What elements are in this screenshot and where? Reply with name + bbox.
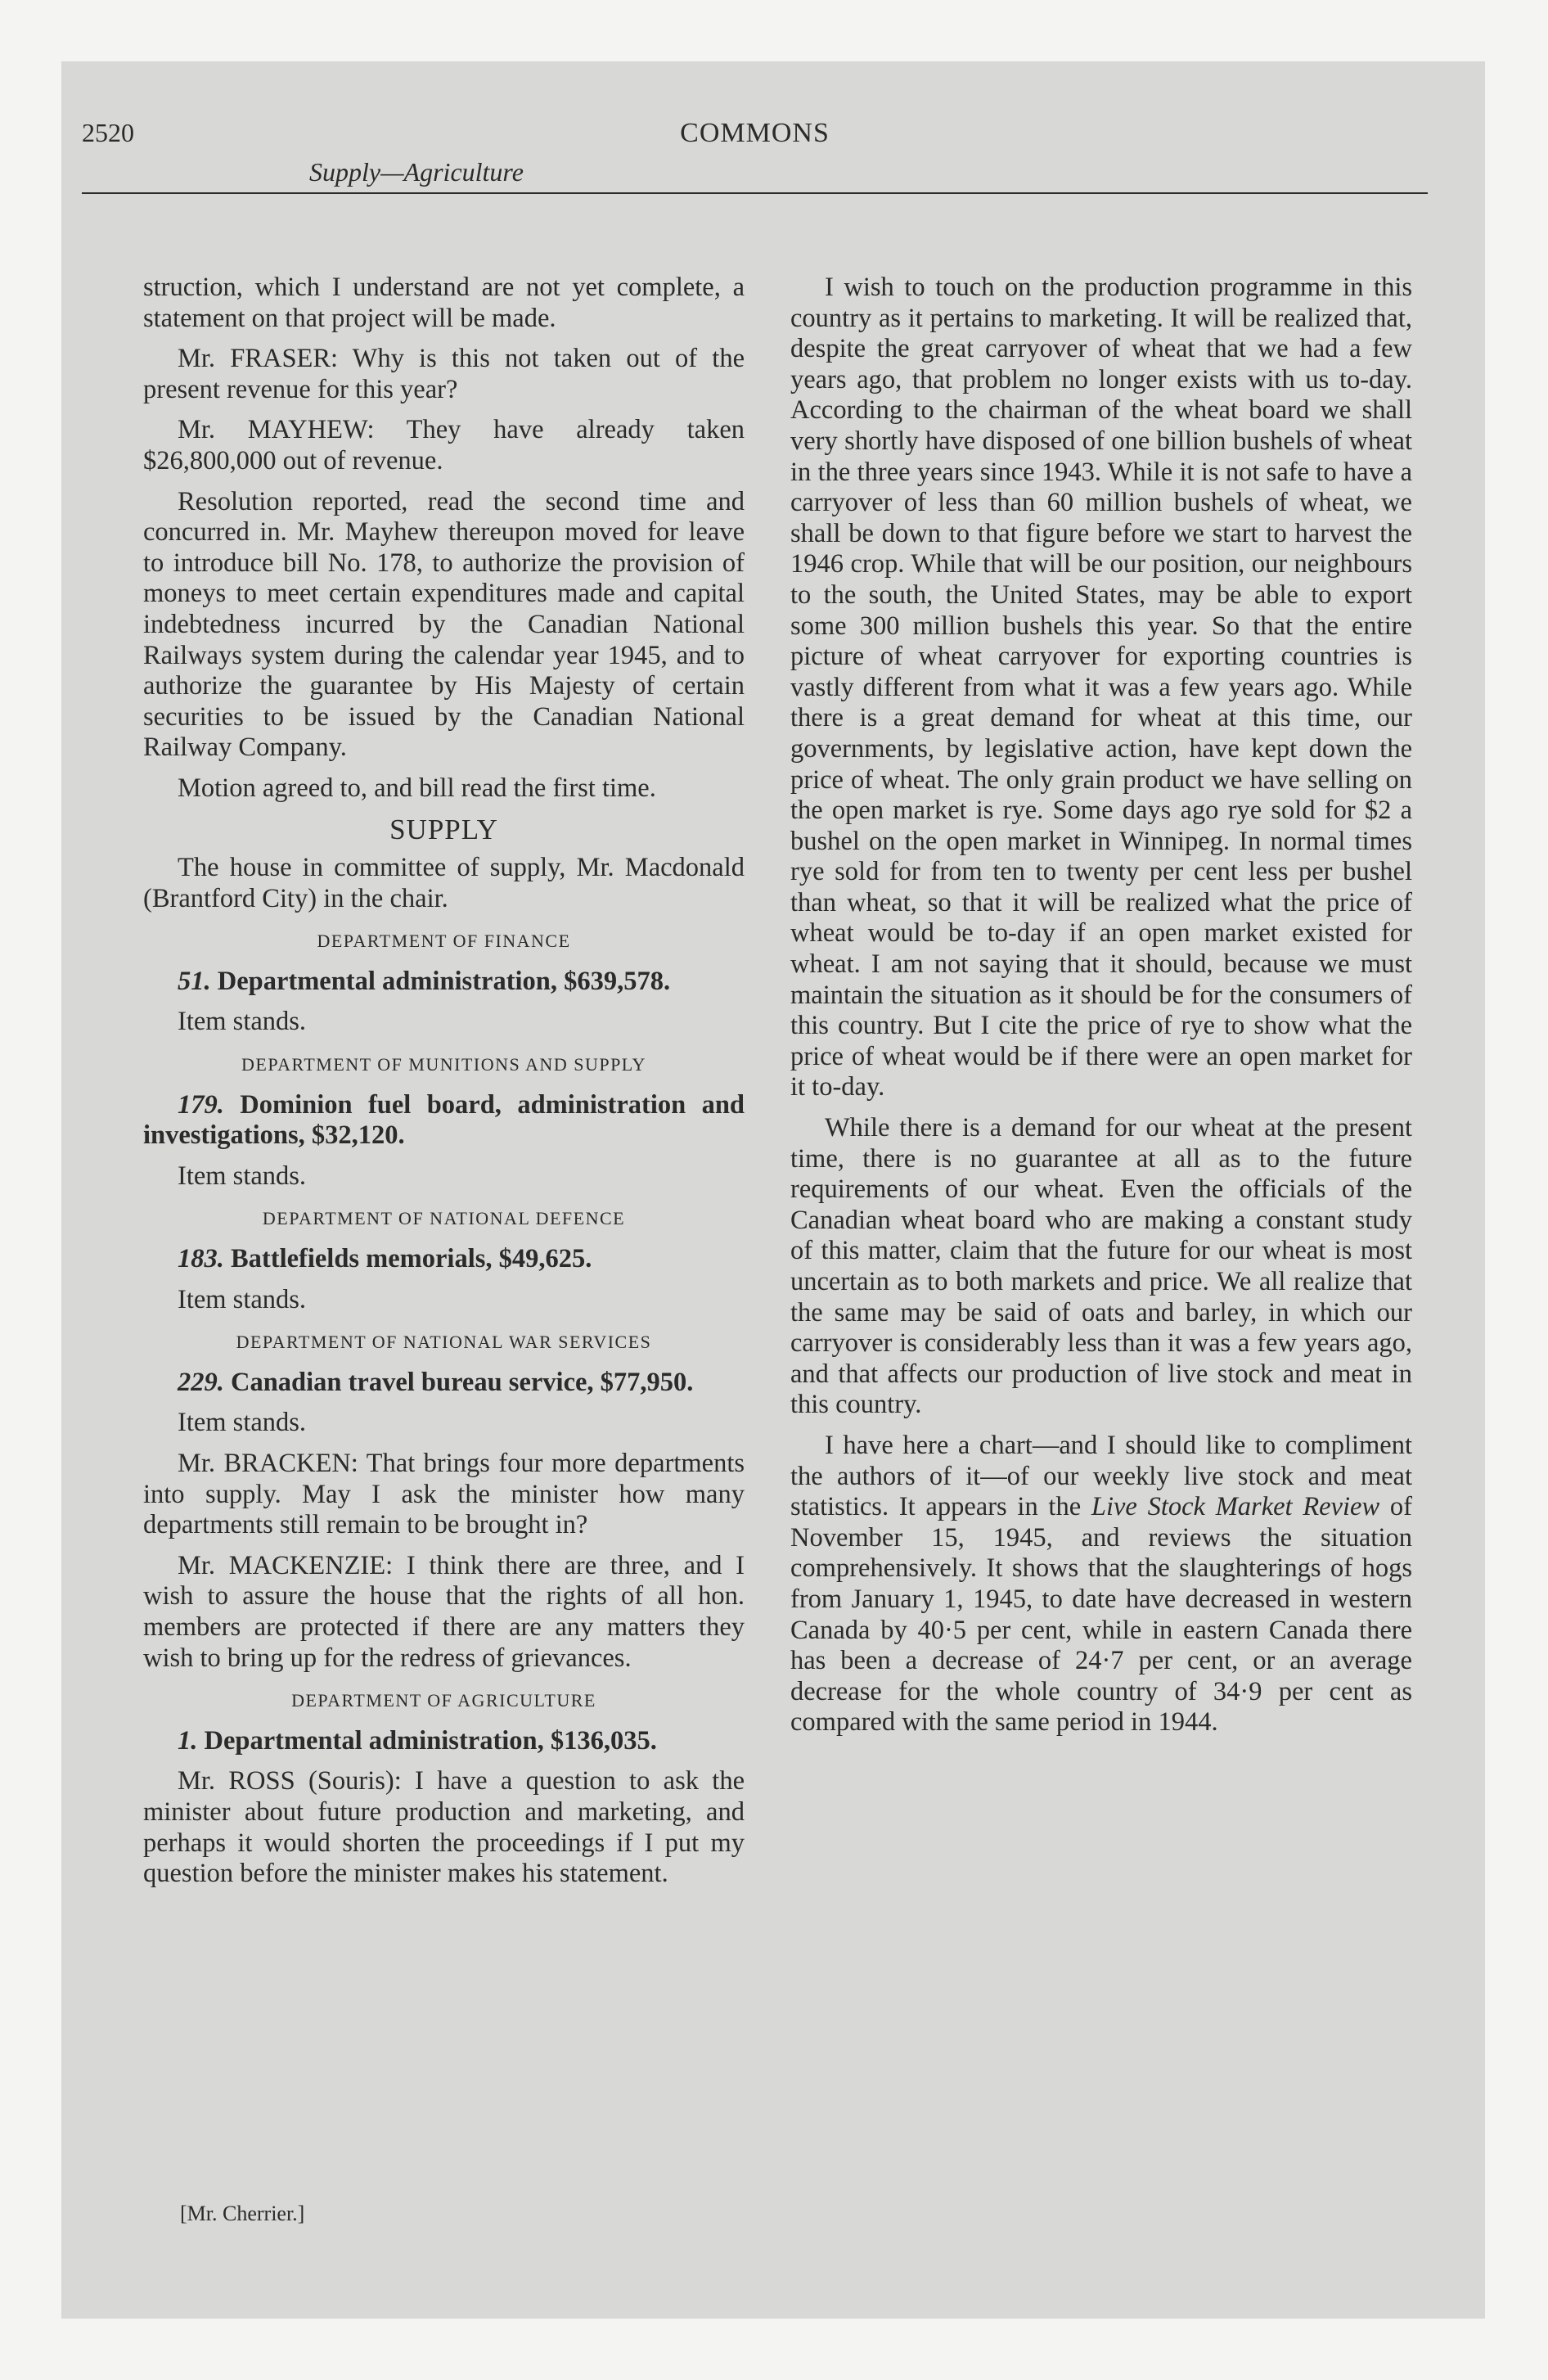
page-header (82, 115, 1428, 192)
section-heading: SUPPLY (389, 813, 498, 845)
paragraph: Mr. ROSS (Souris): I have a question to ask the minister about future production and marketing, and perhaps it would shorten the proceedings if I put my question before the minister makes his statement. (143, 1766, 745, 1889)
paragraph: Mr. MAYHEW: They have already taken $26,800,000 out of revenue. (143, 415, 745, 476)
item-number: 179. (178, 1089, 224, 1120)
item-text: Departmental administration, $136,035. (204, 1725, 657, 1756)
paragraph: While there is a demand for our wheat at the present time, there is no guarantee at all as to the future requirements of our wheat. Even the officials of the Canadian wheat board who are making a constant study of this matter, claim that the future for our wheat is most uncertain as to both markets and price. We all realize that the same may be said of oats and barley, in which our carryover is considerably less than it was a few years ago, and that affects our production of live stock and meat in this country. (790, 1113, 1412, 1420)
paragraph: Mr. MACKENZIE: I think there are three, and I wish to assure the house that the rights of all hon. members are protected if there are any matters they wish to bring up for the redress of grievances. (143, 1550, 745, 1673)
department-heading: DEPARTMENT OF NATIONAL DEFENCE (262, 1208, 626, 1229)
estimate-item (143, 967, 745, 998)
paragraph: Item stands. (178, 1284, 307, 1314)
item-text: Canadian travel bureau service, $77,950. (231, 1367, 694, 1397)
header-rule (82, 192, 1428, 194)
paragraph: Item stands. (178, 1408, 307, 1438)
paragraph: I wish to touch on the production programme in this country as it pertains to marketing. It will be realized that, despite the great carryover of wheat that we had a few years ago, that problem no longer exists with us to-day. According to the chairman of the wheat board we shall very shortly have disposed of one billion bushels of wheat in the three years since 1943. While it is not safe to have a carryover of less than 60 million bushels of wheat, we shall be down to that figure before we start to harvest the 1946 crop. While that will be our position, our neighbours to the south, the United States, may be able to export some 300 million bushels this year. So that the entire picture of wheat carryover for exporting countries is vastly different from what it was a few years ago. While there is a great demand for wheat at this time, our governments, by legislative action, have kept down the price of wheat. The only grain product we have selling on the open market is rye. Some days ago rye sold for $2 a bushel on the open market in Winnipeg. In normal times rye sold for from ten to twenty per cent less per bushel than wheat, so that it will be realized what the price of wheat would be to-day if an open market existed for wheat. I am not saying that it should, because we must maintain the situation as it should be for the consumers of this country. But I cite the price of rye to show what the price of wheat would be if there were an open market for it to-day. (790, 273, 1412, 1102)
item-text: Battlefields memorials, $49,625. (231, 1244, 592, 1274)
publication-title: Live Stock Market Review (1091, 1492, 1380, 1522)
paragraph (790, 1431, 1412, 1738)
right-column (790, 273, 1412, 1748)
paragraph: Mr. BRACKEN: That brings four more departments into supply. May I ask the minister how many departments still remain to be brought in? (143, 1449, 745, 1540)
running-head: COMMONS (680, 118, 830, 148)
paragraph: Motion agreed to, and bill read the first time. (178, 773, 656, 803)
estimate-item (143, 1244, 745, 1275)
paragraph: Item stands. (178, 1007, 307, 1037)
item-number: 1. (178, 1725, 198, 1756)
item-text: Dominion fuel board, administration and investigations, $32,120. (143, 1089, 745, 1151)
left-column (143, 273, 745, 1900)
paragraph: Mr. FRASER: Why is this not taken out of the present revenue for this year? (143, 344, 745, 404)
paragraph: The house in committee of supply, Mr. Macdonald (Brantford City) in the chair. (143, 853, 745, 913)
estimate-item (143, 1090, 745, 1152)
section-title: Supply—Agriculture (309, 157, 524, 187)
department-heading: DEPARTMENT OF MUNITIONS AND SUPPLY (241, 1054, 646, 1075)
page-number: 2520 (82, 118, 134, 147)
paragraph: struction, which I understand are not yet complete, a statement on that project will be made. (143, 273, 745, 333)
department-heading: DEPARTMENT OF AGRICULTURE (291, 1690, 596, 1711)
estimate-item (143, 1726, 745, 1757)
text-run: I have here a chart—and I should like to compliment the authors of it—of our weekly live stock and meat statistics. It appears in the (790, 1430, 1412, 1522)
item-text: Departmental administration, $639,578. (217, 966, 671, 996)
item-number: 51. (178, 966, 211, 996)
estimate-item (143, 1368, 745, 1399)
item-number: 229. (178, 1367, 224, 1397)
paragraph: Resolution reported, read the second time and concurred in. Mr. Mayhew thereupon moved for leave to introduce bill No. 178, to authorize the provision of moneys to meet certain expenditures made and capital indebtedness incurred by the Canadian National Railways system during the calendar year 1945, and to authorize the guarantee by His Majesty of certain securities to be issued by the Canadian National Railway Company. (143, 486, 745, 763)
paragraph: Item stands. (178, 1161, 307, 1191)
item-number: 183. (178, 1244, 224, 1274)
department-heading: DEPARTMENT OF FINANCE (317, 931, 571, 952)
footer-note: [Mr. Cherrier.] (180, 2202, 305, 2225)
text-run: of November 15, 1945, and reviews the situation comprehensively. It shows that the slaughterings of hogs from January 1, 1945, to date have decreased in western Canada by 40·5 per cent, while in eastern Canada there has been a decrease of 24·7 per cent, or an average decrease for the whole country of 34·9 per cent as compared with the same period in 1944. (790, 1492, 1412, 1738)
department-heading: DEPARTMENT OF NATIONAL WAR SERVICES (236, 1332, 652, 1353)
